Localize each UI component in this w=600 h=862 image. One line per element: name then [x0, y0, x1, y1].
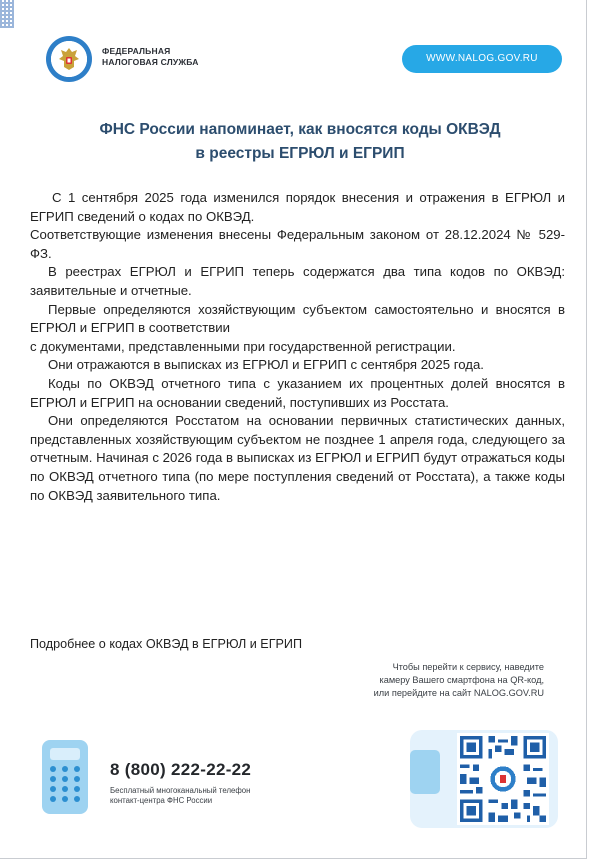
eagle-icon: [52, 42, 86, 76]
smartphone-icon: [410, 750, 440, 794]
paragraph: Коды по ОКВЭД отчетного типа с указанием их процентных долей вносятся в ЕГРЮЛ и ЕГРИП на основании сведений, поступивших из Росстата.: [30, 375, 565, 410]
hotline-description: [110, 786, 310, 806]
phone-screen: [50, 748, 80, 760]
site-link-button[interactable]: WWW.NALOG.GOV.RU: [402, 45, 562, 73]
hotline-desc-line2: контакт-центра ФНС России: [110, 796, 213, 805]
page-title: [30, 118, 570, 166]
qr-hint-line1: Чтобы перейти к сервису, наведите: [392, 662, 544, 672]
keypad: [50, 766, 80, 802]
qr-code[interactable]: [457, 733, 549, 825]
hotline-number[interactable]: 8 (800) 222-22-22: [110, 760, 252, 779]
hotline-desc-line1: Бесплатный многоканальный телефон: [110, 786, 251, 795]
more-info-link[interactable]: Подробнее о кодах ОКВЭД в ЕГРЮЛ и ЕГРИП: [30, 637, 303, 651]
qr-code-icon: [457, 733, 549, 825]
paragraph: Соответствующие изменения внесены Федеральным законом от 28.12.2024 № 529-ФЗ.: [30, 227, 565, 261]
title-line1: ФНС России напоминает, как вносятся коды ОКВЭД: [99, 121, 501, 138]
paragraph: Они определяются Росстатом на основании первичных статистических данных, представленных хозяйствующим субъектом не позднее 1 апреля года, следующего за отчетным. Начиная с 2026 года в выписках из ЕГРЮЛ и ЕГРИП будут отражаться коды по ОКВЭД отчетного типа (по мере поступления сведений от Росстата), а также коды по ОКВЭД заявительного типа.: [30, 413, 565, 503]
phone-keypad-icon: [42, 740, 88, 814]
paragraph: В реестрах ЕГРЮЛ и ЕГРИП теперь содержатся два типа кодов по ОКВЭД: заявительные и отчетные.: [30, 264, 565, 298]
corner-qr-fragment: [0, 0, 14, 28]
fns-emblem-icon: [46, 36, 92, 82]
org-name-line1: ФЕДЕРАЛЬНАЯ: [102, 46, 171, 56]
paragraph: С 1 сентября 2025 года изменился порядок внесения и отражения в ЕГРЮЛ и ЕГРИП сведений о кодах по ОКВЭД.: [30, 190, 565, 224]
org-name-line2: НАЛОГОВАЯ СЛУЖБА: [102, 57, 199, 67]
paragraph: с документами, представленными при государственной регистрации.: [30, 338, 456, 354]
qr-hint-line3: или перейдите на сайт NALOG.GOV.RU: [373, 688, 544, 698]
org-name: [102, 46, 199, 68]
paragraph: Они отражаются в выписках из ЕГРЮЛ и ЕГРИП с сентября 2025 года.: [48, 357, 484, 373]
qr-hint-line2: камеру Вашего смартфона на QR-код,: [379, 675, 544, 685]
paragraph: Первые определяются хозяйствующим субъектом самостоятельно и вносятся в ЕГРЮЛ и ЕГРИП в соответствии: [30, 301, 565, 336]
title-line2: в реестры ЕГРЮЛ и ЕГРИП: [195, 145, 405, 162]
article-body: [30, 189, 565, 505]
qr-hint: [304, 661, 544, 700]
